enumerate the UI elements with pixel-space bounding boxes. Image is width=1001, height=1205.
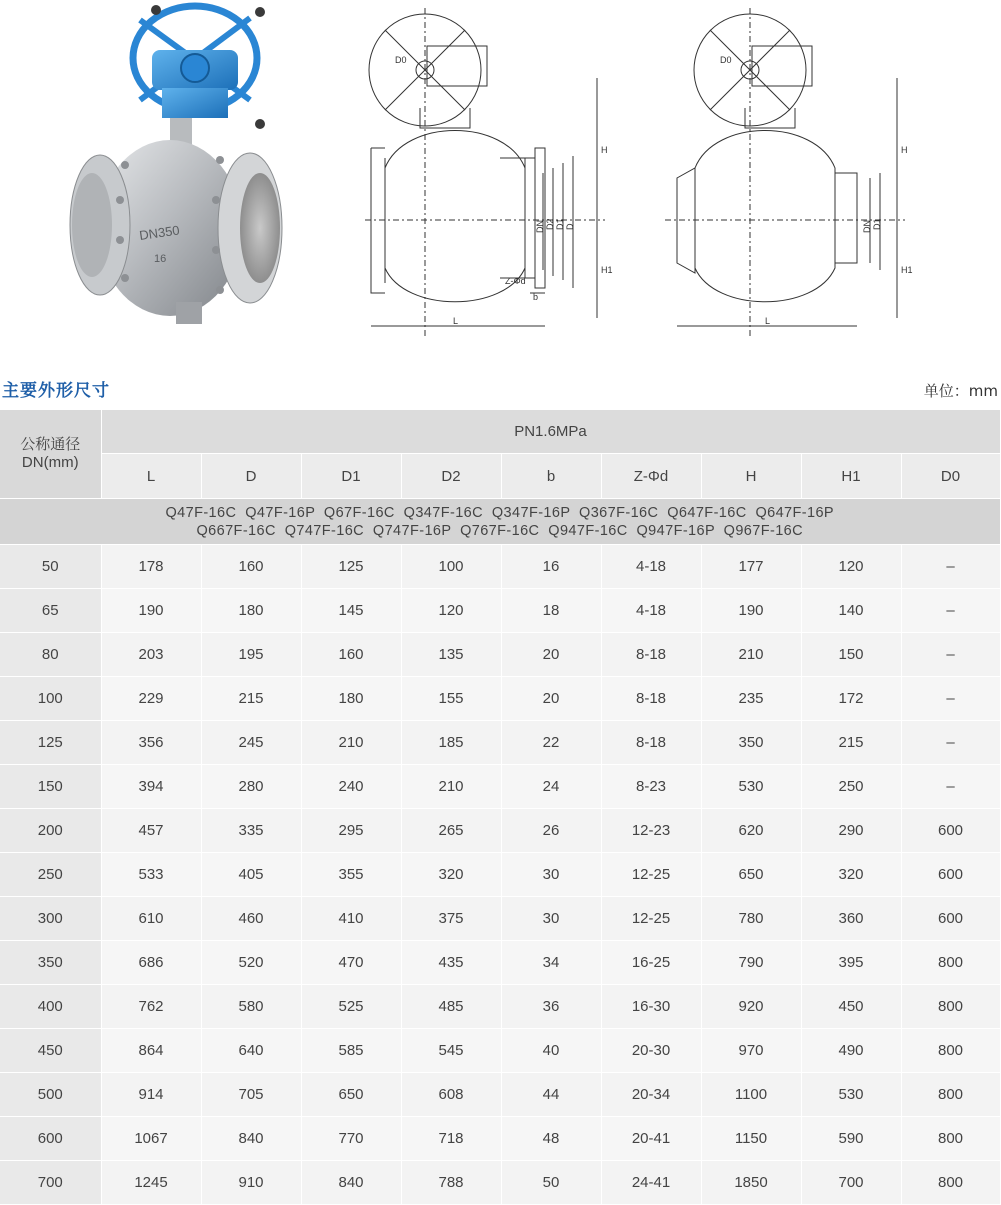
- table-cell: 145: [301, 589, 401, 633]
- table-cell: 30: [501, 853, 601, 897]
- table-cell: 172: [801, 677, 901, 721]
- table-row: [0, 633, 1000, 677]
- drawing2-label-l: L: [765, 316, 771, 326]
- table-cell: 533: [101, 853, 201, 897]
- table-cell: 600: [901, 897, 1000, 941]
- table-cell: 250: [801, 765, 901, 809]
- table-cell: 120: [401, 589, 501, 633]
- table-cell: 215: [201, 677, 301, 721]
- table-cell: 12-25: [601, 853, 701, 897]
- table-cell: 48: [501, 1117, 601, 1161]
- column-header: Z-Φd: [601, 454, 701, 499]
- table-cell: 790: [701, 941, 801, 985]
- table-cell: 1150: [701, 1117, 801, 1161]
- table-cell: 395: [801, 941, 901, 985]
- table-cell: 8-23: [601, 765, 701, 809]
- dn-cell: 250: [0, 853, 101, 897]
- table-cell: 335: [201, 809, 301, 853]
- drawing1-label-h1: H1: [601, 265, 613, 275]
- drawing1-label-l: L: [453, 316, 459, 326]
- table-cell: 1100: [701, 1073, 801, 1117]
- table-cell: 800: [901, 1073, 1000, 1117]
- table-cell: 914: [101, 1073, 201, 1117]
- table-cell: 610: [101, 897, 201, 941]
- table-cell: 245: [201, 721, 301, 765]
- table-cell: 150: [801, 633, 901, 677]
- table-cell: 650: [301, 1073, 401, 1117]
- dn-cell: 50: [0, 545, 101, 589]
- drawing-welded-valve: [665, 8, 915, 338]
- table-row: [0, 897, 1000, 941]
- table-cell: 135: [401, 633, 501, 677]
- drawing1-label-b: b: [533, 292, 539, 302]
- pressure-header: PN1.6MPa: [101, 410, 1000, 454]
- table-cell: –: [901, 765, 1000, 809]
- table-cell: 650: [701, 853, 801, 897]
- table-cell: 20-41: [601, 1117, 701, 1161]
- table-cell: 360: [801, 897, 901, 941]
- table-cell: 16-30: [601, 985, 701, 1029]
- table-cell: 718: [401, 1117, 501, 1161]
- table-cell: 24-41: [601, 1161, 701, 1205]
- table-cell: 394: [101, 765, 201, 809]
- column-header-row: [0, 454, 1000, 499]
- figures-area: [0, 0, 1000, 340]
- table-cell: 1067: [101, 1117, 201, 1161]
- table-cell: 265: [401, 809, 501, 853]
- table-cell: 580: [201, 985, 301, 1029]
- table-cell: 800: [901, 985, 1000, 1029]
- drawing1-label-d1: D1: [555, 218, 565, 230]
- table-cell: 120: [801, 545, 901, 589]
- table-cell: 203: [101, 633, 201, 677]
- table-cell: 4-18: [601, 545, 701, 589]
- table-cell: 180: [301, 677, 401, 721]
- table-cell: 356: [101, 721, 201, 765]
- drawing2-label-h1: H1: [901, 265, 913, 275]
- table-cell: 530: [801, 1073, 901, 1117]
- body-marking-pn: 16: [154, 253, 167, 265]
- table-cell: 490: [801, 1029, 901, 1073]
- table-cell: 100: [401, 545, 501, 589]
- table-cell: 910: [201, 1161, 301, 1205]
- column-header: H: [701, 454, 801, 499]
- table-cell: 40: [501, 1029, 601, 1073]
- table-body: [0, 545, 1000, 1205]
- table-cell: 235: [701, 677, 801, 721]
- body-marking-dn: DN350: [138, 222, 181, 243]
- table-cell: 8-18: [601, 633, 701, 677]
- table-cell: 375: [401, 897, 501, 941]
- table-cell: –: [901, 721, 1000, 765]
- dn-cell: 500: [0, 1073, 101, 1117]
- table-cell: 405: [201, 853, 301, 897]
- table-cell: 140: [801, 589, 901, 633]
- table-cell: 800: [901, 1029, 1000, 1073]
- table-cell: 470: [301, 941, 401, 985]
- table-cell: 640: [201, 1029, 301, 1073]
- table-cell: 800: [901, 1161, 1000, 1205]
- table-cell: 160: [301, 633, 401, 677]
- table-row: [0, 1161, 1000, 1205]
- table-cell: 350: [701, 721, 801, 765]
- table-cell: 864: [101, 1029, 201, 1073]
- table-row: [0, 545, 1000, 589]
- table-cell: 800: [901, 1117, 1000, 1161]
- table-cell: 34: [501, 941, 601, 985]
- dn-cell: 100: [0, 677, 101, 721]
- dn-cell: 450: [0, 1029, 101, 1073]
- column-header: D: [201, 454, 301, 499]
- table-cell: –: [901, 545, 1000, 589]
- table-cell: 177: [701, 545, 801, 589]
- drawing1-label-h: H: [601, 145, 608, 155]
- drawing1-label-dn: DN: [535, 220, 545, 233]
- drawing2-label-h: H: [901, 145, 908, 155]
- table-cell: 410: [301, 897, 401, 941]
- table-cell: 770: [301, 1117, 401, 1161]
- table-row: [0, 985, 1000, 1029]
- table-cell: 36: [501, 985, 601, 1029]
- table-cell: 155: [401, 677, 501, 721]
- table-row: [0, 1117, 1000, 1161]
- table-cell: 1850: [701, 1161, 801, 1205]
- table-cell: 22: [501, 721, 601, 765]
- table-cell: 457: [101, 809, 201, 853]
- drawing2-label-d1: D1: [872, 218, 882, 230]
- models-line1: Q47F-16C Q47F-16P Q67F-16C Q347F-16C Q347F-16P Q367F-16C Q647F-16C Q647F-16P: [165, 504, 835, 521]
- table-cell: 210: [701, 633, 801, 677]
- table-cell: 18: [501, 589, 601, 633]
- table-cell: 485: [401, 985, 501, 1029]
- dn-header-line2: DN(mm): [21, 454, 79, 471]
- table-cell: –: [901, 677, 1000, 721]
- table-cell: 590: [801, 1117, 901, 1161]
- table-row: [0, 941, 1000, 985]
- dn-cell: 125: [0, 721, 101, 765]
- table-cell: 160: [201, 545, 301, 589]
- table-cell: 435: [401, 941, 501, 985]
- drawing2-label-d0: D0: [720, 55, 732, 65]
- table-cell: 800: [901, 941, 1000, 985]
- table-cell: 788: [401, 1161, 501, 1205]
- table-cell: 178: [101, 545, 201, 589]
- dn-header: [0, 410, 101, 499]
- drawing1-label-d: D: [565, 223, 575, 230]
- table-cell: 840: [201, 1117, 301, 1161]
- table-row: [0, 721, 1000, 765]
- table-cell: 8-18: [601, 721, 701, 765]
- table-cell: 355: [301, 853, 401, 897]
- drawing1-label-z-phi-d: Z-Φd: [505, 276, 526, 286]
- table-cell: 762: [101, 985, 201, 1029]
- dimensions-table: [0, 410, 1001, 1205]
- table-cell: 290: [801, 809, 901, 853]
- dn-cell: 80: [0, 633, 101, 677]
- table-cell: 608: [401, 1073, 501, 1117]
- table-cell: 20: [501, 633, 601, 677]
- table-cell: 686: [101, 941, 201, 985]
- table-cell: –: [901, 589, 1000, 633]
- table-cell: 195: [201, 633, 301, 677]
- table-cell: 44: [501, 1073, 601, 1117]
- table-cell: 30: [501, 897, 601, 941]
- drawing1-label-d2: D2: [545, 218, 555, 230]
- valve-photo: [70, 0, 285, 330]
- dn-cell: 700: [0, 1161, 101, 1205]
- table-cell: –: [901, 633, 1000, 677]
- table-cell: 12-25: [601, 897, 701, 941]
- models-line2: Q667F-16C Q747F-16C Q747F-16P Q767F-16C Q947F-16C Q947F-16P Q967F-16C: [196, 522, 804, 539]
- table-cell: 210: [301, 721, 401, 765]
- table-row: [0, 589, 1000, 633]
- column-header: b: [501, 454, 601, 499]
- table-cell: 24: [501, 765, 601, 809]
- table-cell: 520: [201, 941, 301, 985]
- dn-header-line1: 公称通径: [20, 436, 81, 453]
- table-cell: 1245: [101, 1161, 201, 1205]
- table-row: [0, 1073, 1000, 1117]
- models-header: [0, 499, 1000, 545]
- table-row: [0, 1029, 1000, 1073]
- dn-cell: 65: [0, 589, 101, 633]
- dn-cell: 200: [0, 809, 101, 853]
- section-title: 主要外形尺寸: [2, 381, 110, 401]
- table-cell: 180: [201, 589, 301, 633]
- table-cell: 229: [101, 677, 201, 721]
- dn-cell: 350: [0, 941, 101, 985]
- dn-cell: 600: [0, 1117, 101, 1161]
- table-row: [0, 765, 1000, 809]
- table-cell: 240: [301, 765, 401, 809]
- table-cell: 8-18: [601, 677, 701, 721]
- column-header: L: [101, 454, 201, 499]
- table-cell: 20-30: [601, 1029, 701, 1073]
- table-cell: 600: [901, 853, 1000, 897]
- drawing1-label-d0: D0: [395, 55, 407, 65]
- table-cell: 970: [701, 1029, 801, 1073]
- table-cell: 16: [501, 545, 601, 589]
- table-cell: 20: [501, 677, 601, 721]
- drawing2-label-dn: DN: [862, 220, 872, 233]
- table-cell: 185: [401, 721, 501, 765]
- column-header: H1: [801, 454, 901, 499]
- unit-label: 单位：mm: [923, 382, 998, 400]
- table-row: [0, 853, 1000, 897]
- table-row: [0, 677, 1000, 721]
- table-cell: 295: [301, 809, 401, 853]
- dn-cell: 150: [0, 765, 101, 809]
- table-cell: 210: [401, 765, 501, 809]
- table-cell: 600: [901, 809, 1000, 853]
- table-cell: 12-23: [601, 809, 701, 853]
- table-cell: 215: [801, 721, 901, 765]
- table-cell: 840: [301, 1161, 401, 1205]
- table-cell: 125: [301, 545, 401, 589]
- table-cell: 585: [301, 1029, 401, 1073]
- table-cell: 26: [501, 809, 601, 853]
- column-header: D0: [901, 454, 1000, 499]
- table-cell: 530: [701, 765, 801, 809]
- table-cell: 525: [301, 985, 401, 1029]
- table-cell: 190: [101, 589, 201, 633]
- table-row: [0, 809, 1000, 853]
- table-cell: 460: [201, 897, 301, 941]
- column-header: D1: [301, 454, 401, 499]
- table-cell: 920: [701, 985, 801, 1029]
- table-cell: 50: [501, 1161, 601, 1205]
- table-cell: 190: [701, 589, 801, 633]
- table-cell: 20-34: [601, 1073, 701, 1117]
- table-cell: 620: [701, 809, 801, 853]
- table-cell: 280: [201, 765, 301, 809]
- drawing-flanged-valve: [365, 8, 613, 338]
- table-cell: 780: [701, 897, 801, 941]
- table-cell: 700: [801, 1161, 901, 1205]
- table-cell: 320: [401, 853, 501, 897]
- table-cell: 545: [401, 1029, 501, 1073]
- table-cell: 705: [201, 1073, 301, 1117]
- dn-cell: 400: [0, 985, 101, 1029]
- table-cell: 320: [801, 853, 901, 897]
- table-cell: 450: [801, 985, 901, 1029]
- table-cell: 4-18: [601, 589, 701, 633]
- column-header: D2: [401, 454, 501, 499]
- table-cell: 16-25: [601, 941, 701, 985]
- dn-cell: 300: [0, 897, 101, 941]
